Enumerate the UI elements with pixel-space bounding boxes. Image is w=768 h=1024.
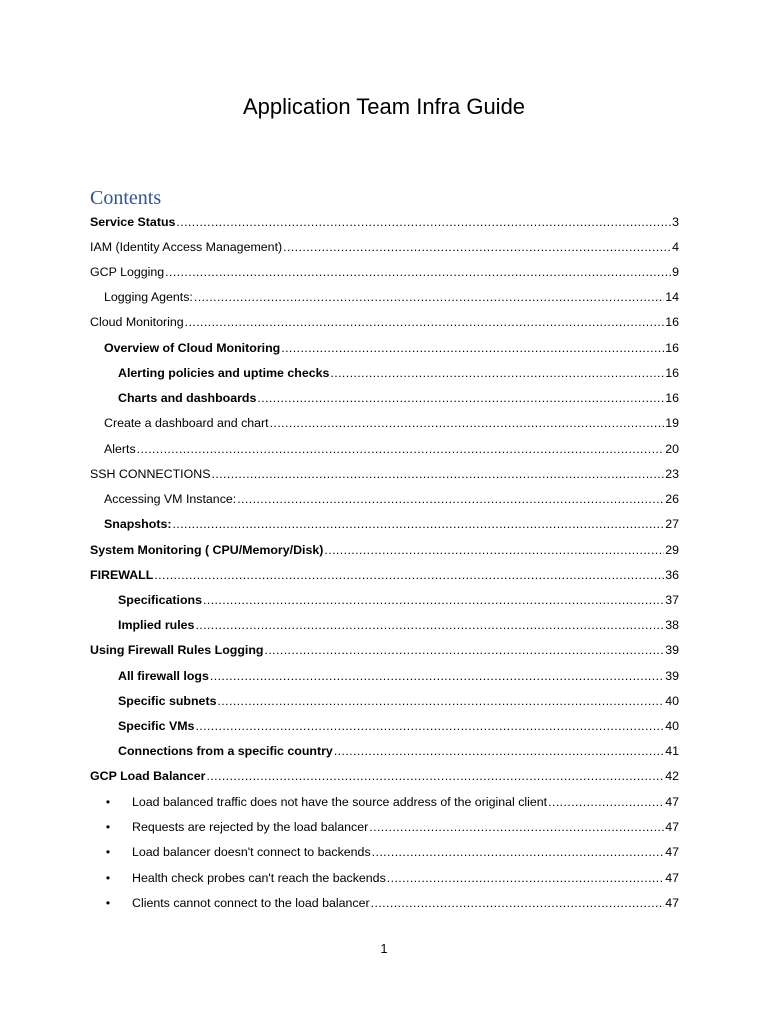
toc-entry-page: 47 bbox=[665, 871, 679, 885]
toc-entry-label: Clients cannot connect to the load balancer bbox=[132, 896, 370, 910]
toc-entry-charts-dashboards[interactable] bbox=[118, 389, 679, 407]
toc-entry-label: GCP Load Balancer bbox=[90, 769, 206, 783]
toc-entry-all-firewall-logs[interactable] bbox=[118, 667, 679, 685]
toc-entry-label: Alerting policies and uptime checks bbox=[118, 366, 330, 380]
toc-leader-dots bbox=[195, 616, 664, 634]
toc-entry-label: SSH CONNECTIONS bbox=[90, 467, 211, 481]
bullet-icon: • bbox=[105, 871, 111, 885]
toc-entry-page: 16 bbox=[665, 341, 679, 355]
toc-entry-specific-subnets[interactable] bbox=[118, 692, 679, 710]
toc-entry-label: Alerts bbox=[104, 442, 136, 456]
toc-leader-dots bbox=[387, 869, 664, 887]
toc-entry-label: Specific VMs bbox=[118, 719, 195, 733]
toc-entry-page: 41 bbox=[665, 744, 679, 758]
toc-entry-lb-no-backends[interactable] bbox=[132, 843, 679, 861]
toc-entry-label: Specifications bbox=[118, 593, 203, 607]
toc-entry-label: Service Status bbox=[90, 215, 176, 229]
toc-entry-page: 40 bbox=[665, 694, 679, 708]
toc-entry-alerting-policies[interactable] bbox=[118, 364, 679, 382]
toc-entry-page: 27 bbox=[665, 517, 679, 531]
toc-leader-dots bbox=[548, 793, 664, 811]
toc-entry-label: All firewall logs bbox=[118, 669, 209, 683]
toc-entry-connections-country[interactable] bbox=[118, 742, 679, 760]
toc-entry-create-dashboard[interactable] bbox=[104, 414, 679, 432]
toc-entry-page: 47 bbox=[665, 845, 679, 859]
toc-entry-health-check-probes[interactable] bbox=[132, 869, 679, 887]
toc-entry-label: GCP Logging bbox=[90, 265, 165, 279]
toc-entry-page: 47 bbox=[665, 795, 679, 809]
toc-leader-dots bbox=[176, 213, 671, 231]
toc-entry-page: 39 bbox=[665, 643, 679, 657]
toc-entry-lb-source-address[interactable] bbox=[132, 793, 679, 811]
toc-leader-dots bbox=[195, 717, 664, 735]
toc-entry-specifications[interactable] bbox=[118, 591, 679, 609]
toc-entry-page: 26 bbox=[665, 492, 679, 506]
toc-leader-dots bbox=[165, 263, 671, 281]
toc-entry-label: Using Firewall Rules Logging bbox=[90, 643, 264, 657]
toc-entry-page: 9 bbox=[672, 265, 679, 279]
toc-entry-page: 16 bbox=[665, 366, 679, 380]
toc-entry-label: FIREWALL bbox=[90, 568, 154, 582]
toc-leader-dots bbox=[334, 742, 664, 760]
toc-entry-page: 16 bbox=[665, 315, 679, 329]
toc-entry-page: 23 bbox=[665, 467, 679, 481]
toc-entry-overview-cloud-monitoring[interactable] bbox=[104, 339, 679, 357]
toc-entry-label: Snapshots: bbox=[104, 517, 172, 531]
toc-entry-logging-agents[interactable] bbox=[104, 288, 679, 306]
toc-entry-iam[interactable] bbox=[90, 238, 679, 256]
toc-entry-label: Implied rules bbox=[118, 618, 195, 632]
toc-leader-dots bbox=[371, 894, 665, 912]
toc-leader-dots bbox=[154, 566, 664, 584]
toc-entry-label: Load balancer doesn't connect to backends bbox=[132, 845, 371, 859]
toc-entry-ssh-connections[interactable] bbox=[90, 465, 679, 483]
toc-entry-label: Logging Agents: bbox=[104, 290, 193, 304]
toc-entry-page: 47 bbox=[665, 896, 679, 910]
toc-entry-page: 42 bbox=[665, 769, 679, 783]
toc-entry-service-status[interactable] bbox=[90, 213, 679, 231]
toc-entry-page: 4 bbox=[672, 240, 679, 254]
toc-entry-gcp-load-balancer[interactable] bbox=[90, 767, 679, 785]
toc-leader-dots bbox=[257, 389, 664, 407]
toc-entry-page: 29 bbox=[665, 543, 679, 557]
toc-entry-label: Cloud Monitoring bbox=[90, 315, 184, 329]
toc-entry-page: 47 bbox=[665, 820, 679, 834]
toc-entry-page: 37 bbox=[665, 593, 679, 607]
toc-entry-label: IAM (Identity Access Management) bbox=[90, 240, 283, 254]
toc-entry-accessing-vm[interactable] bbox=[104, 490, 679, 508]
toc-entry-page: 38 bbox=[665, 618, 679, 632]
toc-leader-dots bbox=[264, 641, 664, 659]
toc-leader-dots bbox=[330, 364, 664, 382]
toc-leader-dots bbox=[210, 667, 664, 685]
toc-leader-dots bbox=[211, 465, 664, 483]
toc-entry-label: Charts and dashboards bbox=[118, 391, 257, 405]
toc-leader-dots bbox=[185, 313, 665, 331]
toc-entry-system-monitoring[interactable] bbox=[90, 541, 679, 559]
toc-entry-label: Load balanced traffic does not have the source address of the original client bbox=[132, 795, 548, 809]
bullet-icon: • bbox=[105, 845, 111, 859]
toc-entry-page: 14 bbox=[665, 290, 679, 304]
contents-heading: Contents bbox=[90, 187, 162, 209]
toc-entry-firewall-rules-logging[interactable] bbox=[90, 641, 679, 659]
toc-entry-label: Specific subnets bbox=[118, 694, 217, 708]
toc-entry-snapshots[interactable] bbox=[104, 515, 679, 533]
toc-leader-dots bbox=[137, 440, 665, 458]
toc-entry-label: Connections from a specific country bbox=[118, 744, 333, 758]
toc-entry-page: 3 bbox=[672, 215, 679, 229]
toc-leader-dots bbox=[237, 490, 664, 508]
toc-entry-page: 36 bbox=[665, 568, 679, 582]
toc-entry-label: Accessing VM Instance: bbox=[104, 492, 237, 506]
toc-entry-cloud-monitoring[interactable] bbox=[90, 313, 679, 331]
document-title: Application Team Infra Guide bbox=[242, 94, 526, 119]
toc-entry-page: 40 bbox=[665, 719, 679, 733]
toc-leader-dots bbox=[270, 414, 665, 432]
toc-leader-dots bbox=[324, 541, 664, 559]
toc-entry-label: Create a dashboard and chart bbox=[104, 416, 269, 430]
toc-entry-firewall[interactable] bbox=[90, 566, 679, 584]
toc-leader-dots bbox=[206, 767, 664, 785]
toc-entry-page: 16 bbox=[665, 391, 679, 405]
toc-entry-lb-requests-rejected[interactable] bbox=[132, 818, 679, 836]
toc-leader-dots bbox=[369, 818, 664, 836]
bullet-icon: • bbox=[105, 896, 111, 910]
toc-entry-clients-cannot-connect[interactable] bbox=[132, 894, 679, 912]
toc-entry-implied-rules[interactable] bbox=[118, 616, 679, 634]
toc-leader-dots bbox=[372, 843, 665, 861]
bullet-icon: • bbox=[105, 795, 111, 809]
toc-entry-label: Health check probes can't reach the backends bbox=[132, 871, 386, 885]
toc-entry-page: 19 bbox=[665, 416, 679, 430]
toc-leader-dots bbox=[172, 515, 664, 533]
toc-entry-label: Overview of Cloud Monitoring bbox=[104, 341, 281, 355]
bullet-icon: • bbox=[105, 820, 111, 834]
toc-entry-page: 39 bbox=[665, 669, 679, 683]
toc-leader-dots bbox=[283, 238, 671, 256]
toc-entry-specific-vms[interactable] bbox=[118, 717, 679, 735]
toc-leader-dots bbox=[194, 288, 664, 306]
toc-leader-dots bbox=[217, 692, 664, 710]
toc-leader-dots bbox=[203, 591, 664, 609]
toc-entry-label: System Monitoring ( CPU/Memory/Disk) bbox=[90, 543, 324, 557]
toc-entry-alerts[interactable] bbox=[104, 440, 679, 458]
toc-leader-dots bbox=[281, 339, 664, 357]
toc-entry-page: 20 bbox=[665, 442, 679, 456]
toc-entry-gcp-logging[interactable] bbox=[90, 263, 679, 281]
page-number: 1 bbox=[380, 942, 388, 956]
toc-entry-label: Requests are rejected by the load balancer bbox=[132, 820, 369, 834]
